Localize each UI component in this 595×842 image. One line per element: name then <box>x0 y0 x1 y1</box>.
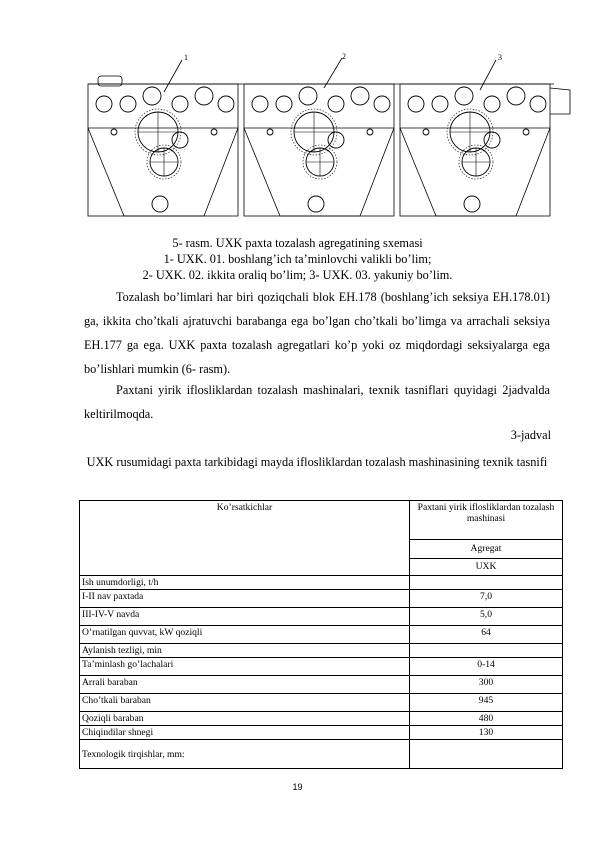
table-row <box>80 726 563 740</box>
table-row <box>80 712 563 726</box>
tech-spec-table <box>79 500 563 769</box>
callout-2: 2 <box>342 52 346 61</box>
row-value: 0-14 <box>410 658 563 676</box>
table-row <box>80 626 563 644</box>
row-label: Ish unumdorligi, t/h <box>80 576 410 590</box>
row-label: Texnologik tirqishlar, mm: <box>80 740 410 769</box>
table-header-row <box>80 501 563 540</box>
table-row <box>80 658 563 676</box>
table-row <box>80 590 563 608</box>
body-paragraph-1: Tozalash bo’limlari har biri qoziqchali blok EH.178 (boshlang’ich seksiya EH.178.01) ga, ikkita cho’tkali ajratuvchi barabanga ega bo’lgan cho’tkali bo’limga va arrachali seksiya EH.177 ga ega. UXK paxta tozalash agregatlari ko’p yoki oz miqdordagi seksiyalarga ega bo’lishlari mumkin (6- rasm). <box>84 290 550 376</box>
body-paragraph-2: Paxtani yirik iflosliklаrdan tozalash mashinalari, texnik tasniflari quyidagi 2jadvalda keltirilmoqda. <box>84 383 550 421</box>
row-value: 130 <box>410 726 563 740</box>
header-indicators: Ko’rsatkichlar <box>80 501 410 576</box>
table-label: 3-jadval <box>510 428 551 442</box>
table-row <box>80 644 563 658</box>
row-value: 300 <box>410 676 563 694</box>
row-label: Qoziqli baraban <box>80 712 410 726</box>
row-value <box>410 576 563 590</box>
callout-3: 3 <box>498 53 502 62</box>
row-value: 480 <box>410 712 563 726</box>
row-label: O’rnatilgan quvvat, kW qoziqli <box>80 626 410 644</box>
figure-legend-line-1: 1- UXK. 01. boshlang’ich ta’minlovchi valikli bo’lim; <box>163 252 432 266</box>
header-aggregate: Agregat <box>410 540 563 559</box>
row-label: Ta’minlash go’lachalari <box>80 658 410 676</box>
row-label: Aylanish tezligi, min <box>80 644 410 658</box>
row-value <box>410 740 563 769</box>
table-title: UXK rusumidagi paxta tarkibidagi mayda iflosliklаrdan tozalash mashinasining texnik tasnifi <box>86 455 548 469</box>
row-value: 7,0 <box>410 590 563 608</box>
callout-1: 1 <box>184 53 188 62</box>
row-value: 64 <box>410 626 563 644</box>
row-label: I-II nav paxtada <box>80 590 410 608</box>
header-model: UXK <box>410 559 563 576</box>
row-label: Arrali baraban <box>80 676 410 694</box>
figure-legend-line-2: 2- UXK. 02. ikkita oraliq bo’lim; 3- UXK. 03. yakuniy bo’lim. <box>142 268 453 282</box>
table-row <box>80 694 563 712</box>
row-value: 5,0 <box>410 608 563 626</box>
row-value <box>410 644 563 658</box>
table-row <box>80 740 563 769</box>
page-number: 19 <box>292 782 303 792</box>
table-row <box>80 608 563 626</box>
table-row <box>80 676 563 694</box>
row-label: III-IV-V navda <box>80 608 410 626</box>
row-label: Cho’tkali baraban <box>80 694 410 712</box>
figure-caption: 5- rasm. UXK paxta tozalash agregatining sxemasi <box>172 236 423 250</box>
row-label: Chiqindilar shnegi <box>80 726 410 740</box>
header-machine: Paxtani yirik iflosliklаrdan tozalash mashinasi <box>410 501 563 540</box>
uxk-aggregate-diagram <box>84 48 574 220</box>
table-row <box>80 576 563 590</box>
row-value: 945 <box>410 694 563 712</box>
